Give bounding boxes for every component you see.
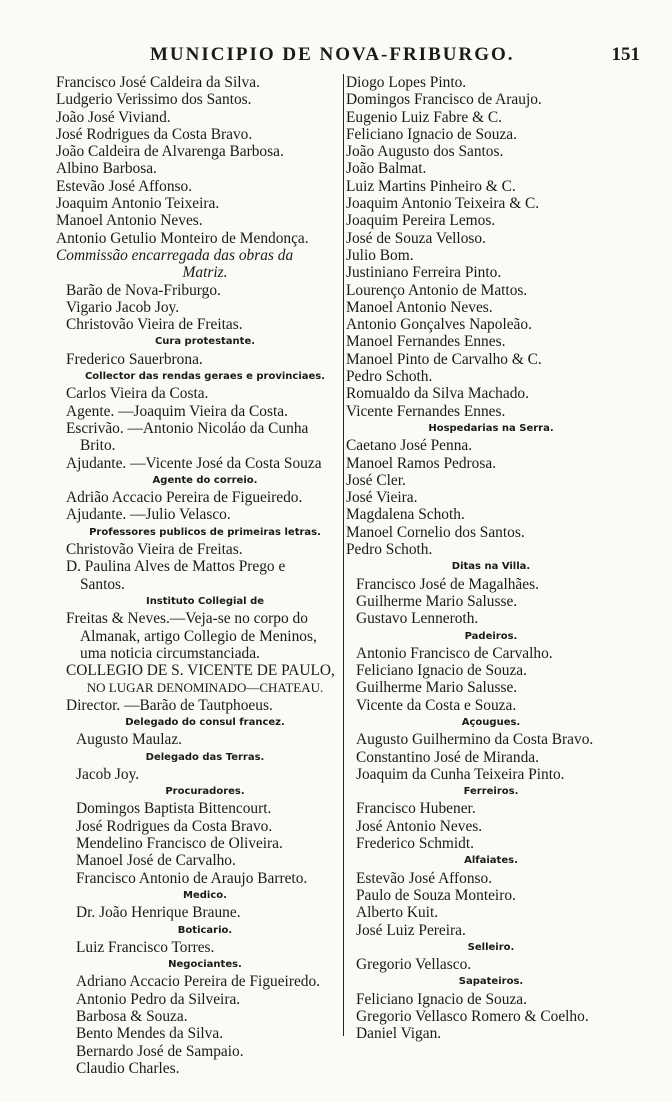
- list-entry: Christovão Vieira de Freitas.: [66, 316, 243, 334]
- list-entry: Luiz Martins Pinheiro & C.: [346, 177, 516, 195]
- list-entry: Manoel Fernandes Ennes.: [346, 333, 506, 351]
- section-heading: Cura protestante.: [154, 336, 256, 348]
- list-entry: João José Viviand.: [56, 108, 171, 126]
- list-entry: Barão de Nova-Friburgo.: [66, 281, 221, 299]
- list-entry: Vicente Fernandes Ennes.: [346, 402, 506, 420]
- list-entry: Frederico Schmidt.: [356, 835, 474, 853]
- list-entry: Manoel Pinto de Carvalho & C.: [346, 350, 542, 368]
- section-heading: Sapateiros.: [458, 976, 524, 988]
- list-entry: Manoel Antonio Neves.: [346, 298, 493, 316]
- list-entry: Jacob Joy.: [76, 765, 140, 783]
- list-entry: uma noticia circumstanciada.: [80, 644, 260, 662]
- list-entry: COLLEGIO DE S. VICENTE DE PAULO,: [66, 662, 335, 680]
- list-entry: Escrivão. —Antonio Nicoláo da Cunha: [66, 419, 309, 437]
- list-entry: Justiniano Ferreira Pinto.: [346, 264, 502, 282]
- list-entry: José Rodrigues da Costa Bravo.: [56, 125, 253, 143]
- list-entry: José Cler.: [346, 471, 406, 489]
- list-entry: Estevão José Affonso.: [356, 869, 493, 887]
- section-heading: Padeiros.: [464, 630, 518, 642]
- section-heading: Ferreiros.: [463, 786, 519, 798]
- list-entry: Ajudante. —Vicente José da Costa Souza: [66, 454, 322, 472]
- list-entry: Romualdo da Silva Machado.: [346, 385, 529, 403]
- list-entry: Agente. —Joaquim Vieira da Costa.: [66, 402, 288, 420]
- list-entry: Feliciano Ignacio de Souza.: [356, 990, 527, 1008]
- list-entry: Director. —Barão de Tautphoeus.: [66, 696, 273, 714]
- list-entry: Francisco Hubener.: [356, 800, 476, 818]
- list-entry: Dr. João Henrique Braune.: [76, 904, 241, 922]
- list-entry: Gregorio Vellasco.: [356, 956, 472, 974]
- list-entry: José de Souza Velloso.: [346, 229, 486, 247]
- list-entry: Joaquim Pereira Lemos.: [346, 212, 496, 230]
- list-entry: Francisco José de Magalhães.: [356, 575, 539, 593]
- list-entry: Frederico Sauerbrona.: [66, 350, 203, 368]
- list-entry: D. Paulina Alves de Mattos Prego e: [66, 558, 286, 576]
- list-entry: Guilherme Mario Salusse.: [356, 679, 518, 697]
- section-heading: Negociantes.: [168, 959, 242, 971]
- section-heading: Instituto Collegial de: [145, 595, 265, 607]
- list-entry: Brito.: [80, 437, 116, 455]
- list-entry: Claudio Charles.: [76, 1059, 180, 1077]
- list-entry: José Rodrigues da Costa Bravo.: [76, 817, 273, 835]
- list-entry: Joaquim da Cunha Teixeira Pinto.: [356, 765, 565, 783]
- list-entry: Lourenço Antonio de Mattos.: [346, 281, 528, 299]
- list-entry: Bento Mendes da Silva.: [76, 1025, 224, 1043]
- list-entry: João Balmat.: [346, 160, 427, 178]
- section-heading: Professores publicos de primeiras letras.: [89, 526, 321, 538]
- list-entry: Feliciano Ignacio de Souza.: [346, 125, 517, 143]
- right-column: [346, 74, 636, 1043]
- list-entry: Gustavo Lenneroth.: [356, 610, 479, 628]
- list-entry: Domingos Francisco de Araujo.: [346, 91, 542, 109]
- left-column: [56, 74, 354, 1077]
- list-entry: João Augusto dos Santos.: [346, 143, 504, 161]
- list-entry: Luiz Francisco Torres.: [76, 938, 215, 956]
- list-entry: Joaquim Antonio Teixeira.: [56, 195, 220, 213]
- list-entry: Eugenio Luiz Fabre & C.: [346, 108, 503, 126]
- list-entry: Gregorio Vellasco Romero & Coelho.: [356, 1008, 589, 1026]
- section-heading: Boticario.: [177, 924, 233, 936]
- list-entry: Ludgerio Verissimo dos Santos.: [56, 91, 252, 109]
- list-entry: Christovão Vieira de Freitas.: [66, 541, 243, 559]
- page-title: MUNICIPIO DE NOVA-FRIBURGO.: [150, 44, 515, 65]
- column-divider: [343, 74, 344, 1036]
- section-heading: Collector das rendas geraes e provinciaes.: [84, 371, 326, 383]
- list-entry: Manoel Antonio Neves.: [56, 212, 203, 230]
- section-heading: Selleiro.: [467, 941, 515, 953]
- list-entry: Santos.: [80, 575, 125, 593]
- list-entry: Carlos Vieira da Costa.: [66, 385, 209, 403]
- list-entry: Albino Barbosa.: [56, 160, 157, 178]
- list-entry: Pedro Schoth.: [346, 368, 433, 386]
- list-entry: Antonio Gonçalves Napoleão.: [346, 316, 532, 334]
- list-entry: Francisco Antonio de Araujo Barreto.: [76, 869, 308, 887]
- list-entry: Guilherme Mario Salusse.: [356, 592, 518, 610]
- list-entry: Manoel Ramos Pedrosa.: [346, 454, 497, 472]
- list-entry: Augusto Guilhermino da Costa Bravo.: [356, 731, 594, 749]
- list-entry: Julio Bom.: [346, 246, 414, 264]
- list-entry: Estevão José Affonso.: [56, 177, 193, 195]
- section-heading: Agente do correio.: [152, 474, 258, 486]
- list-entry: Pedro Schoth.: [346, 541, 433, 559]
- list-entry: Almanak, artigo Collegio de Meninos,: [80, 627, 317, 645]
- list-entry: Antonio Getulio Monteiro de Mendonça.: [56, 229, 309, 247]
- list-entry: Augusto Maulaz.: [76, 731, 183, 749]
- list-entry: José Vieira.: [346, 489, 418, 507]
- list-entry: Matriz.: [182, 264, 228, 282]
- page-header: [0, 44, 672, 70]
- section-heading: Procuradores.: [165, 786, 245, 798]
- list-entry: Joaquim Antonio Teixeira & C.: [346, 195, 540, 213]
- list-entry: Adrião Accacio Pereira de Figueiredo.: [66, 489, 303, 507]
- section-heading: Medico.: [183, 889, 227, 901]
- section-heading: Açougues.: [461, 716, 521, 728]
- list-entry: Daniel Vigan.: [356, 1025, 442, 1043]
- list-entry: Domingos Baptista Bittencourt.: [76, 800, 272, 818]
- list-entry: João Caldeira de Alvarenga Barbosa.: [56, 143, 284, 161]
- list-entry: José Antonio Neves.: [356, 817, 483, 835]
- list-entry: Constantino José de Miranda.: [356, 748, 539, 766]
- list-entry: Antonio Pedro da Silveira.: [76, 990, 241, 1008]
- list-entry: Freitas & Neves.—Veja-se no corpo do: [66, 610, 308, 628]
- list-entry: Magdalena Schoth.: [346, 506, 465, 524]
- list-entry: Caetano José Penna.: [346, 437, 473, 455]
- list-entry: Vigario Jacob Joy.: [66, 298, 180, 316]
- list-entry: Ajudante. —Julio Velasco.: [66, 506, 231, 524]
- list-entry: Alberto Kuit.: [356, 904, 439, 922]
- list-entry: Manoel Cornelio dos Santos.: [346, 523, 525, 541]
- page-number: 151: [611, 44, 640, 65]
- list-entry: Commissão encarregada das obras da: [56, 246, 294, 264]
- section-heading: Hospedarias na Serra.: [428, 422, 554, 434]
- list-entry: NO LUGAR DENOMINADO—CHATEAU.: [86, 680, 324, 696]
- list-entry: Vicente da Costa e Souza.: [356, 696, 517, 714]
- list-entry: Paulo de Souza Monteiro.: [356, 886, 516, 904]
- section-heading: Delegado das Terras.: [145, 751, 265, 763]
- list-entry: Feliciano Ignacio de Souza.: [356, 662, 527, 680]
- list-entry: Mendelino Francisco de Oliveira.: [76, 835, 283, 853]
- list-entry: José Luiz Pereira.: [356, 921, 466, 939]
- list-entry: Antonio Francisco de Carvalho.: [356, 644, 553, 662]
- section-heading: Delegado do consul francez.: [125, 716, 285, 728]
- list-entry: Barbosa & Souza.: [76, 1008, 188, 1026]
- section-heading: Alfaiates.: [464, 855, 518, 867]
- list-entry: Diogo Lopes Pinto.: [346, 74, 467, 91]
- section-heading: Ditas na Villa.: [451, 561, 531, 573]
- list-entry: Bernardo José de Sampaio.: [76, 1042, 244, 1060]
- list-entry: Manoel José de Carvalho.: [76, 852, 236, 870]
- list-entry: Francisco José Caldeira da Silva.: [56, 74, 260, 91]
- list-entry: Adriano Accacio Pereira de Figueiredo.: [76, 973, 321, 991]
